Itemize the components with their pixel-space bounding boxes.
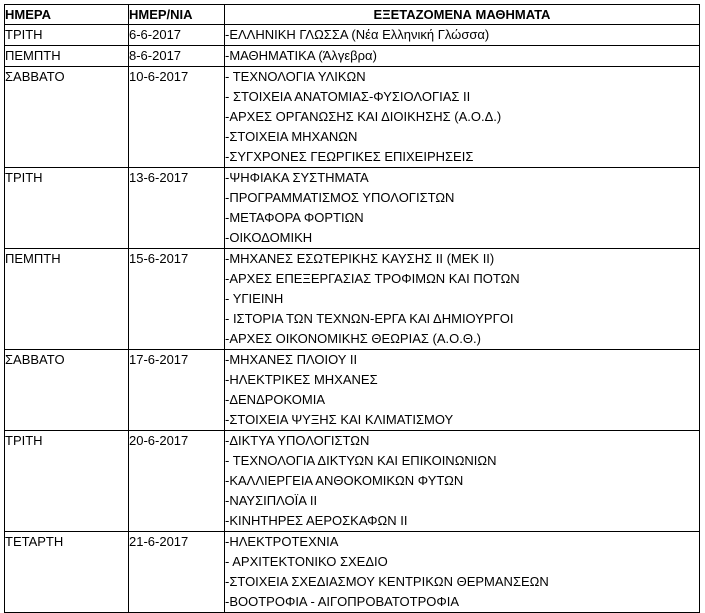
subject-item: -ΠΡΟΓΡΑΜΜΑΤΙΣΜΟΣ ΥΠΟΛΟΓΙΣΤΩΝ <box>225 190 455 205</box>
header-date: ΗΜΕΡ/ΝΙΑ <box>129 5 225 25</box>
subject-item: -ΚΙΝΗΤΗΡΕΣ ΑΕΡΟΣΚΑΦΩΝ ΙΙ <box>225 513 408 528</box>
subject-item: -ΣΤΟΙΧΕΙΑ ΨΥΞΗΣ ΚΑΙ ΚΛΙΜΑΤΙΣΜΟΥ <box>225 412 454 427</box>
subject-item: -ΣΤΟΙΧΕΙΑ ΜΗΧΑΝΩΝ <box>225 129 358 144</box>
subject-item: -ΝΑΥΣΙΠΛΟΪΑ ΙΙ <box>225 493 318 508</box>
table-row <box>5 168 700 249</box>
subject-item: -ΣΤΟΙΧΕΙΑ ΣΧΕΔΙΑΣΜΟΥ ΚΕΝΤΡΙΚΩΝ ΘΕΡΜΑΝΣΕΩΝ <box>225 574 549 589</box>
table-row <box>5 249 700 350</box>
table-row <box>5 431 700 532</box>
subject-item: -ΒΟΟΤΡΟΦΙΑ - ΑΙΓΟΠΡΟΒΑΤΟΤΡΟΦΙΑ <box>225 594 460 609</box>
exam-date: 21-6-2017 <box>129 532 225 613</box>
exam-subjects <box>225 532 700 613</box>
exam-subjects <box>225 249 700 350</box>
subject-item: -ΜΗΧΑΝΕΣ ΠΛΟΙΟΥ ΙΙ <box>225 352 358 367</box>
subject-item: -ΑΡΧΕΣ ΟΡΓΑΝΩΣΗΣ ΚΑΙ ΔΙΟΙΚΗΣΗΣ (Α.Ο.Δ.) <box>225 109 502 124</box>
exam-day: ΠΕΜΠΤΗ <box>5 249 129 350</box>
exam-subjects <box>225 350 700 431</box>
subject-item: -ΗΛΕΚΤΡΙΚΕΣ ΜΗΧΑΝΕΣ <box>225 372 378 387</box>
table-row <box>5 25 700 46</box>
subject-item: -ΕΛΛΗΝΙΚΗ ΓΛΩΣΣΑ (Νέα Ελληνική Γλώσσα) <box>225 27 490 42</box>
exam-date: 17-6-2017 <box>129 350 225 431</box>
exam-subjects <box>225 431 700 532</box>
exam-day: ΤΡΙΤΗ <box>5 25 129 46</box>
subject-item: - ΤΕΧΝΟΛΟΓΙΑ ΥΛΙΚΩΝ <box>225 69 366 84</box>
subject-item: -ΑΡΧΕΣ ΕΠΕΞΕΡΓΑΣΙΑΣ ΤΡΟΦΙΜΩΝ ΚΑΙ ΠΟΤΩΝ <box>225 271 520 286</box>
subject-item: - ΤΕΧΝΟΛΟΓΙΑ ΔΙΚΤΥΩΝ ΚΑΙ ΕΠΙΚΟΙΝΩΝΙΩΝ <box>225 453 497 468</box>
subject-item: -ΗΛΕΚΤΡΟΤΕΧΝΙΑ <box>225 534 339 549</box>
header-row <box>5 5 700 25</box>
subject-item: -ΔΙΚΤΥΑ ΥΠΟΛΟΓΙΣΤΩΝ <box>225 433 370 448</box>
exam-date: 13-6-2017 <box>129 168 225 249</box>
exam-date: 10-6-2017 <box>129 67 225 168</box>
exam-day: ΤΡΙΤΗ <box>5 168 129 249</box>
exam-day: ΤΡΙΤΗ <box>5 431 129 532</box>
header-day: ΗΜΕΡΑ <box>5 5 129 25</box>
table-row <box>5 46 700 67</box>
exam-schedule-table <box>4 4 700 613</box>
table-row <box>5 532 700 613</box>
subject-item: -ΜΗΧΑΝΕΣ ΕΣΩΤΕΡΙΚΗΣ ΚΑΥΣΗΣ ΙΙ (ΜΕΚ ΙΙ) <box>225 251 495 266</box>
subject-item: -ΟΙΚΟΔΟΜΙΚΗ <box>225 230 313 245</box>
exam-subjects <box>225 67 700 168</box>
exam-day: ΤΕΤΑΡΤΗ <box>5 532 129 613</box>
subject-item: - ΣΤΟΙΧΕΙΑ ΑΝΑΤΟΜΙΑΣ-ΦΥΣΙΟΛΟΓΙΑΣ ΙΙ <box>225 89 471 104</box>
subject-item: -ΨΗΦΙΑΚΑ ΣΥΣΤΗΜΑΤΑ <box>225 170 369 185</box>
exam-subjects <box>225 168 700 249</box>
exam-date: 6-6-2017 <box>129 25 225 46</box>
subject-item: - ΥΓΙΕΙΝΗ <box>225 291 284 306</box>
subject-item: - ΑΡΧΙΤΕΚΤΟΝΙΚΟ ΣΧΕΔΙΟ <box>225 554 388 569</box>
exam-date: 8-6-2017 <box>129 46 225 67</box>
exam-day: ΠΕΜΠΤΗ <box>5 46 129 67</box>
exam-day: ΣΑΒΒΑΤΟ <box>5 67 129 168</box>
subject-item: -ΚΑΛΛΙΕΡΓΕΙΑ ΑΝΘΟΚΟΜΙΚΩΝ ΦΥΤΩΝ <box>225 473 464 488</box>
exam-date: 15-6-2017 <box>129 249 225 350</box>
subject-item: -ΑΡΧΕΣ ΟΙΚΟΝΟΜΙΚΗΣ ΘΕΩΡΙΑΣ (Α.Ο.Θ.) <box>225 331 481 346</box>
subject-item: -ΣΥΓΧΡΟΝΕΣ ΓΕΩΡΓΙΚΕΣ ΕΠΙΧΕΙΡΗΣΕΙΣ <box>225 149 474 164</box>
subject-item: -ΔΕΝΔΡΟΚΟΜΙΑ <box>225 392 326 407</box>
table-row <box>5 350 700 431</box>
subject-item: -ΜΕΤΑΦΟΡΑ ΦΟΡΤΙΩΝ <box>225 210 364 225</box>
exam-subjects <box>225 46 700 67</box>
schedule-body <box>5 25 700 613</box>
exam-subjects <box>225 25 700 46</box>
header-subjects: ΕΞΕΤΑΖΟΜΕΝΑ ΜΑΘΗΜΑΤΑ <box>225 5 700 25</box>
exam-date: 20-6-2017 <box>129 431 225 532</box>
subject-item: -ΜΑΘΗΜΑΤΙΚΑ (Άλγεβρα) <box>225 48 377 63</box>
exam-day: ΣΑΒΒΑΤΟ <box>5 350 129 431</box>
subject-item: - ΙΣΤΟΡΙΑ ΤΩΝ ΤΕΧΝΩΝ-ΕΡΓΑ ΚΑΙ ΔΗΜΙΟΥΡΓΟΙ <box>225 311 514 326</box>
table-row <box>5 67 700 168</box>
